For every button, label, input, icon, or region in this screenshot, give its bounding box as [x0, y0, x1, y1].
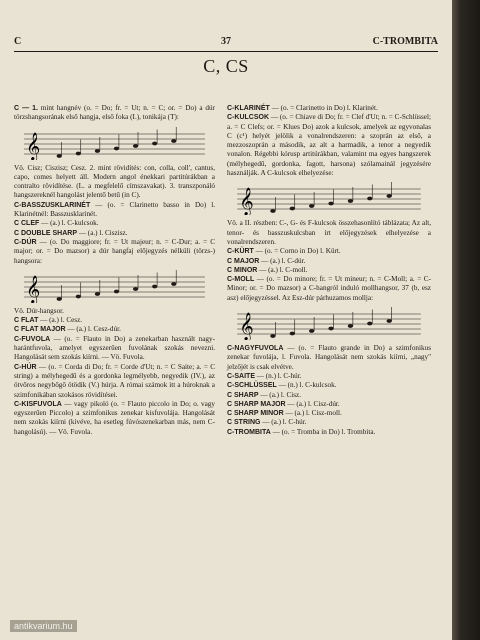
entry-term: C-NAGYFUVOLA — [227, 345, 284, 353]
dictionary-entry — [14, 307, 215, 316]
entry-term: C-HÚR — [14, 363, 37, 371]
dictionary-entry — [227, 275, 431, 303]
watermark: antikvarium.hu — [10, 620, 77, 632]
entry-term: C-BASSZUSKLARINÉT — [14, 201, 91, 209]
dictionary-entry — [227, 266, 431, 275]
dictionary-entry — [14, 104, 215, 123]
entry-term: C FLAT — [14, 317, 39, 325]
dictionary-entry — [14, 219, 215, 228]
book-spine — [452, 0, 480, 640]
entry-term: C SHARP MINOR — [227, 410, 284, 418]
running-header — [14, 36, 438, 50]
entry-text: — (a.) l. Cesz-dúr. — [65, 325, 121, 334]
entry-text: mint hangnév (o. = Do; fr. = Ut; n. = C; or. = Do) a dúr törzshangsorának első hangja, első foka (I.), tonikája (T): — [14, 104, 215, 122]
dictionary-entry — [227, 257, 431, 266]
music-staff — [227, 181, 431, 215]
entry-text: — (a.) l. Ciszisz. — [77, 228, 128, 237]
entry-term: C STRING — [227, 419, 261, 427]
dictionary-entry — [227, 113, 431, 178]
entry-term: C-FUVOLA — [14, 335, 51, 343]
dictionary-entry — [227, 247, 431, 256]
svg-text:𝄞: 𝄞 — [26, 131, 41, 160]
entry-term: C FLAT MAJOR — [14, 326, 66, 334]
entry-text: — (a.) l. C-húr. — [260, 418, 307, 427]
dictionary-entry — [14, 325, 215, 334]
entry-term: C MINOR — [227, 266, 258, 274]
svg-text:𝄞: 𝄞 — [26, 274, 41, 303]
entry-text: — vagy pikoló (o. = Flauto piccolo in Do; o. vagy egyszerűen Piccolo) a szimfonikus zenekar kisfuvolája. Hangolását nem szokás kiírni (kivéve, ha esetleg fúvószenekarban más, nem C-hangolású). — Vö. Fuvola. — [14, 399, 215, 436]
entry-text: — (a.) l. C-kulcsok. — [39, 219, 99, 228]
entry-text: — (o. = Do minore; fr. = Ut mineur; n. = C-Moll; a. = C-Minor; or. = Do mazsor) a C-hangról induló mollhangsor, 37 (b, esz asz) előjegyzéssel. Az Esz-dúr párhuzamos mollja: — [227, 275, 431, 302]
entry-text: — (o. = Clarinetto basso in Do) l. Klarinétnél: Basszusklarinét. — [14, 200, 215, 219]
entry-text: — (n.) l. C-húr. — [255, 371, 302, 380]
entry-text: — (n.) l. C-kulcsok. — [276, 381, 337, 390]
entry-text: — (a.) l. C-dúr. — [259, 256, 306, 265]
entry-text: — (a.) l. Cisz. — [258, 390, 302, 399]
dictionary-entry — [227, 372, 431, 381]
dictionary-entry — [227, 409, 431, 418]
dictionary-entry — [227, 400, 431, 409]
svg-text:𝄞: 𝄞 — [239, 186, 254, 216]
music-staff — [14, 269, 215, 303]
entry-text: — (o. = Flauto grande in Do) a szimfonikus zenekar fuvolája, l. Fuvola. Hangolását nem szokás kiírni, „nagy" jelzőjét is csak elvétve. — [227, 344, 431, 371]
section-title: C, CS — [203, 56, 249, 76]
entry-term: C DOUBLE SHARP — [14, 229, 78, 237]
dictionary-entry — [227, 381, 431, 390]
entry-term: C — 1. — [14, 105, 38, 112]
page-number: 37 — [221, 36, 231, 47]
right-column — [227, 104, 431, 437]
entry-text: — (o. = Corno in Do) l. Kürt. — [253, 247, 341, 256]
entry-text: — (o. = Flauto in Do) a zenekarban használt nagy-harántfuvola, amelyet egyszerűen fuvolának szokás nevezni. Hangolását sem szokás kiírni. — Vö. Fuvola. — [14, 334, 215, 362]
dictionary-entry — [14, 316, 215, 325]
entry-term: C CLEF — [14, 220, 40, 228]
entry-text: — (o. = Tromba in Do) l. Trombita. — [270, 427, 376, 436]
dictionary-entry — [227, 104, 431, 113]
dictionary-entry — [14, 363, 215, 400]
svg-text:𝄞: 𝄞 — [239, 311, 254, 340]
entry-text: Vö. a II. részben: C-, G- és F-kulcsok összehasonlító táblázata; Az alt, tenor- és basszuskulcsban írt előjegyzések elhelyezése a vonalrendszeren. — [227, 219, 431, 246]
entry-term: C-MOLL — [227, 276, 255, 284]
dictionary-entry — [14, 400, 215, 437]
dictionary-entry — [14, 335, 215, 363]
header-rule — [14, 51, 438, 52]
dictionary-entry — [227, 219, 431, 247]
dictionary-entry — [14, 238, 215, 266]
dictionary-entry — [227, 418, 431, 427]
entry-term: C-KULCSOK — [227, 114, 269, 122]
entry-term: C-KLARINÉT — [227, 105, 270, 112]
dictionary-entry — [227, 391, 431, 400]
entry-text: — (o. Do maggiore; fr. = Ut majeur; n. = C-Dur; a. = C major; or. = Do mazsor) a dúr hangfaj előjegyzés nélküli (törzs-) hangsora: — [14, 237, 215, 265]
dictionary-entry — [14, 164, 215, 201]
entry-text: — (a.) l. Cisz-moll. — [283, 409, 342, 418]
entry-term: C-DÚR — [14, 238, 37, 246]
header-right: C-TROMBITA — [372, 36, 438, 47]
entry-text: Vö. Dúr-hangsor. — [14, 306, 64, 315]
music-staff — [14, 126, 215, 160]
entry-text: Vö. Cisz; Ciszisz; Cesz. 2. mint rövidítés: con, colla, coll', cantus, capo, comes helyett áll. Modern angol énekkari partitúrákban a contralto rövidítése. (L. a megfelelő címszavakat). 3. transzponáló hangszereknél hangolást jelentő betű (in C). — [14, 163, 215, 200]
entry-text: — (o. = Corda di Do; fr. = Corde d'Ut; n. = C Saite; a. = C string) a mélyhegedű és a gordonka legmélyebb, negyedik (IV.), az ötvőros negybőgő ötödik (V.) húrja. A római számok itt a húroknak a szimfonikában szokásos rövidítései. — [14, 362, 215, 399]
entry-term: C SHARP MAJOR — [227, 400, 286, 408]
entry-term: C-TROMBITA — [227, 428, 271, 436]
entry-text: — (o. = Chiave di Do; fr. = Clef d'Ut; n. = C-Schlüssel; a. = C Clefs; or. = Klues Do) azok a kulcsok, amelyek az egyvonalas C (c¹) helyét jelölik a vonalrendszeren: a szoprán az első, a mezzoszoprán a második, az alt a harmadik, a tenor a negyedik vonalon. Régebbi kórusp artitúrákban, valamint ma egyes hangszerek (mélyhegedű, gordonka, fagott, harsona) szólamainál jegyzésére használják. A C-kulcsok elhelyezése: — [227, 113, 431, 178]
dictionary-entry — [227, 344, 431, 372]
entry-term: C-KISFUVOLA — [14, 400, 62, 408]
dictionary-entry — [227, 428, 431, 437]
header-left: C — [14, 36, 22, 47]
entry-term: C-KÜRT — [227, 248, 254, 256]
entry-text: — (a.) l. C-moll. — [257, 265, 308, 274]
dictionary-entry — [14, 201, 215, 220]
entry-text: — (o. = Clarinetto in Do) l. Klarinét. — [269, 104, 378, 112]
entry-text: — (a.) l. Cesz. — [38, 316, 83, 325]
entry-term: C-SAITE — [227, 372, 255, 380]
entry-term: C-SCHLÜSSEL — [227, 382, 277, 390]
dictionary-entry — [14, 229, 215, 238]
music-staff — [227, 306, 431, 340]
entry-text: — (a.) l. Cisz-dúr. — [285, 399, 340, 408]
entry-term: C MAJOR — [227, 257, 260, 265]
left-column — [14, 104, 215, 437]
entry-term: C SHARP — [227, 391, 259, 399]
